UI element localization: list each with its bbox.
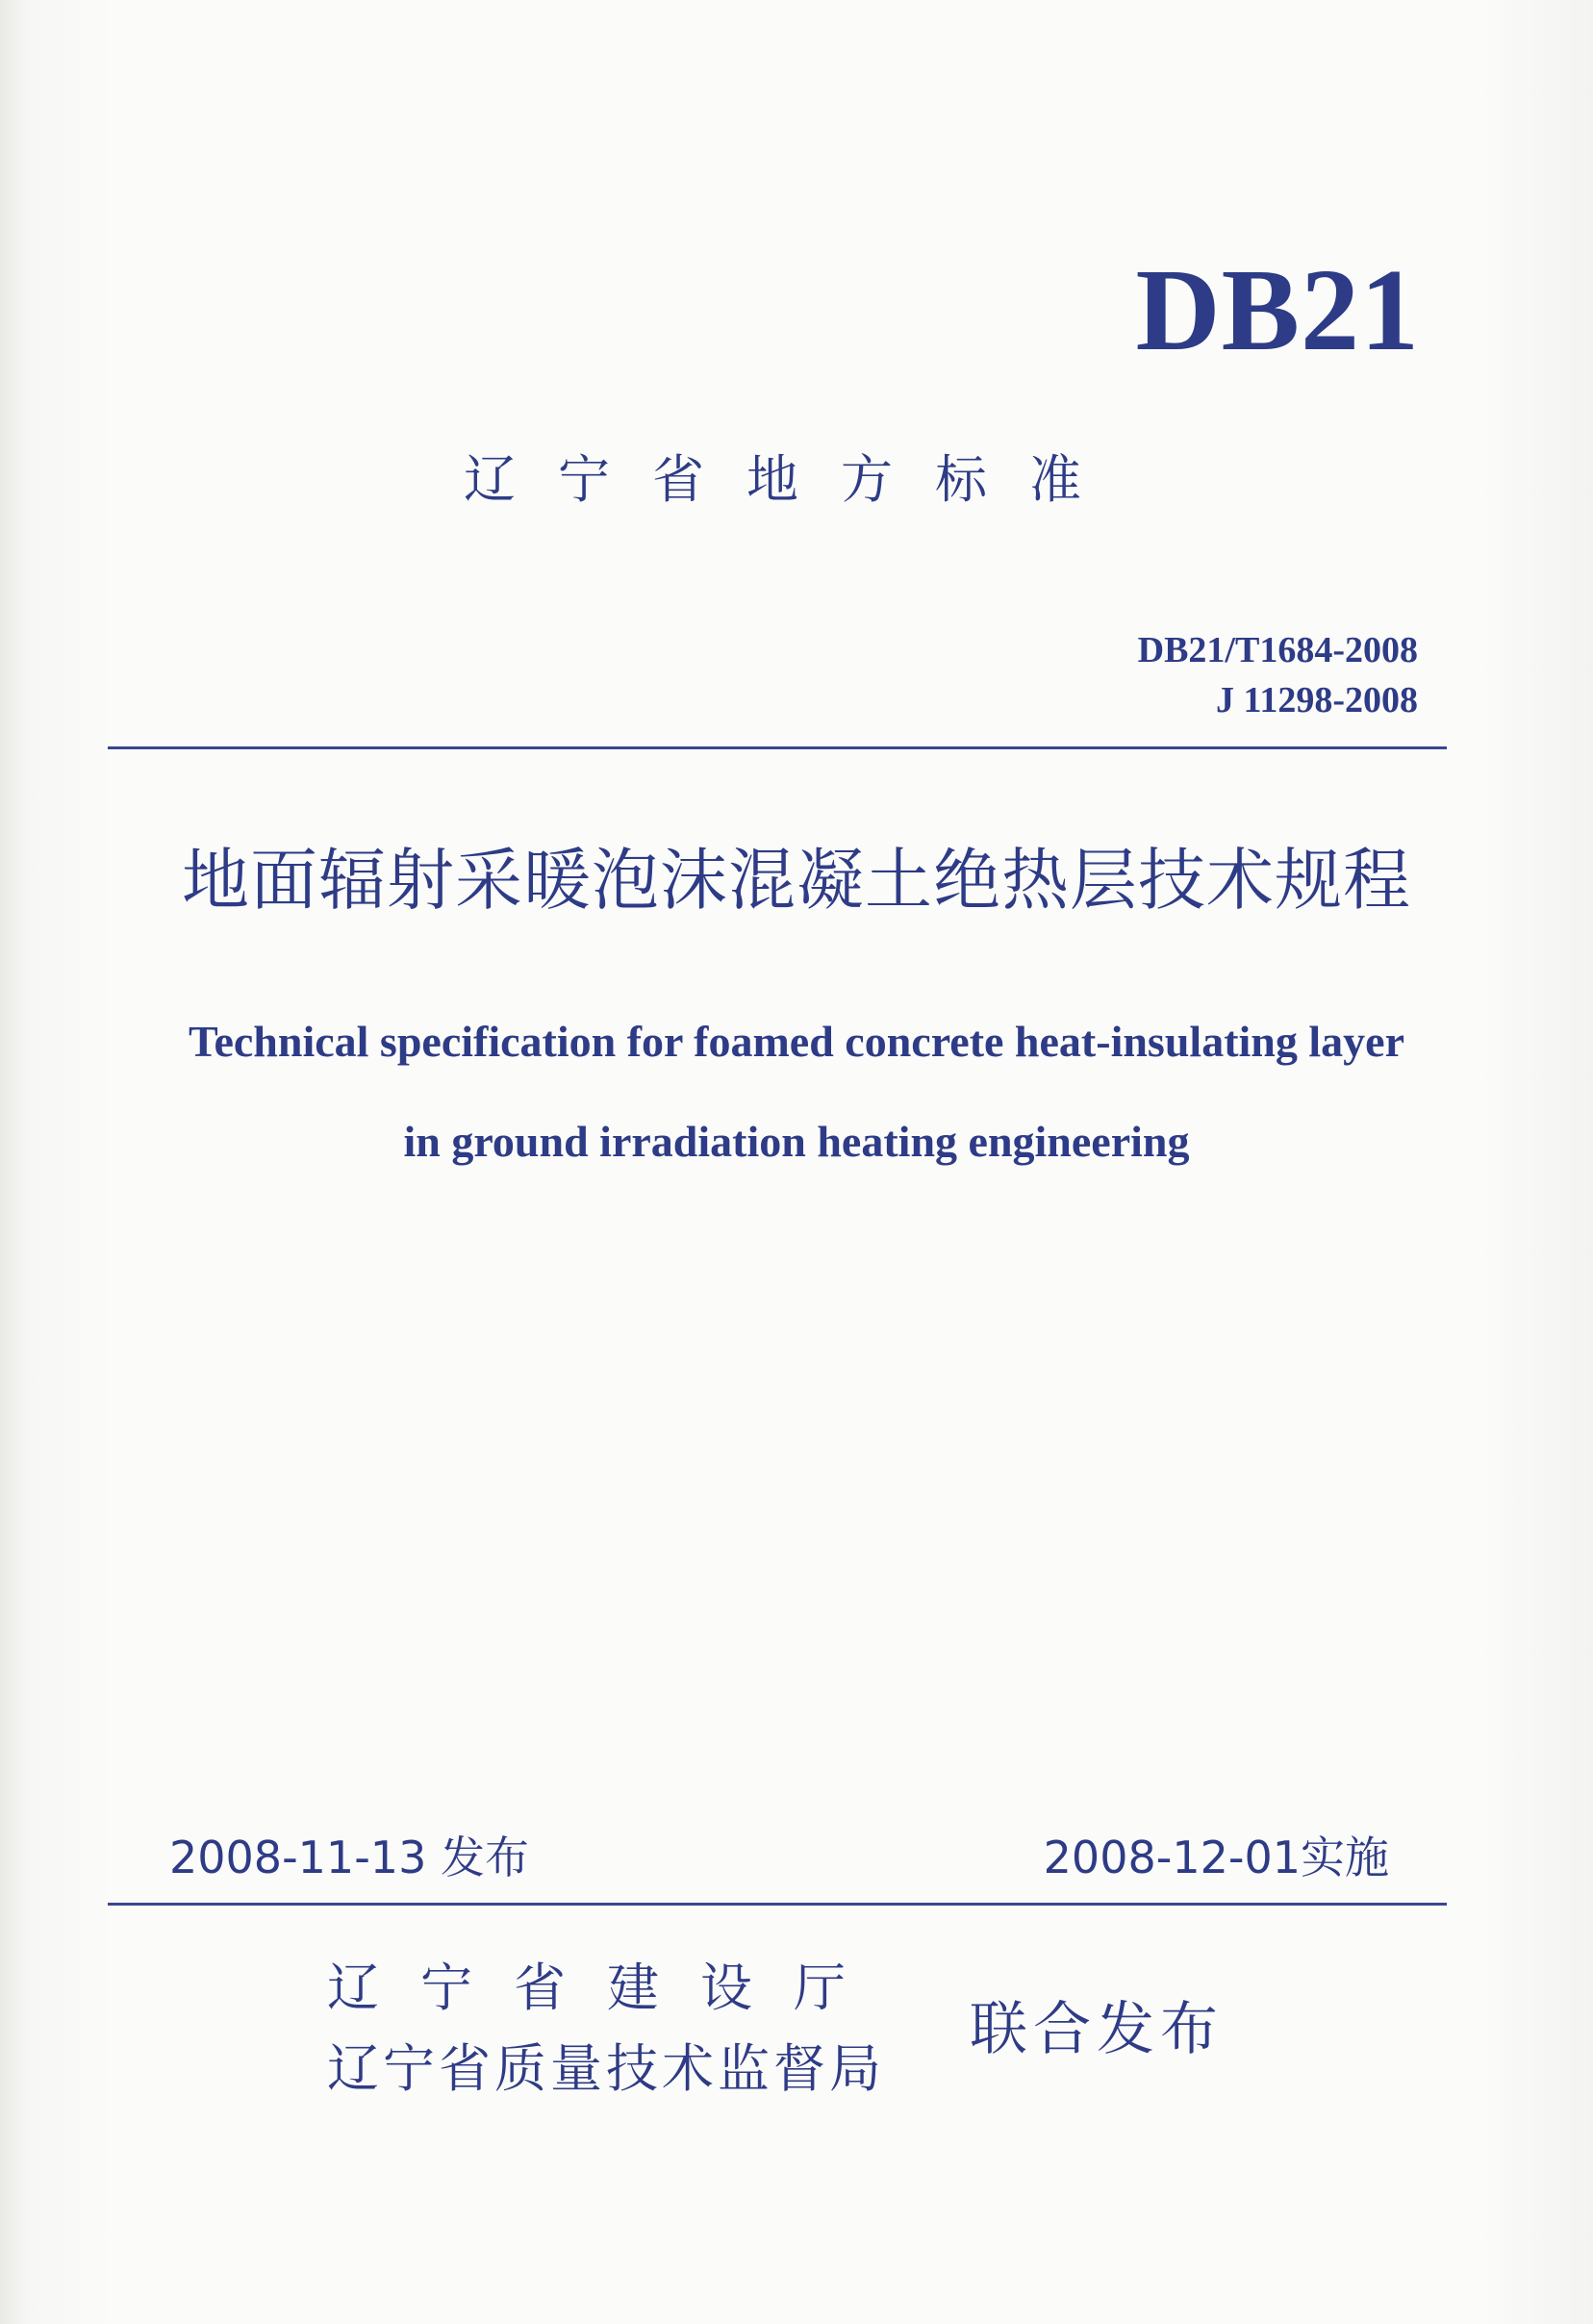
record-number: J 11298-2008 [1215,680,1418,720]
standard-code: DB21 [1135,245,1420,375]
issue-date: 2008-11-13 发布 [169,1831,529,1883]
joint-release-label: 联合发布 [970,1996,1224,2063]
title-english-line2: in ground irradiation heating engineering [403,1117,1190,1166]
standard-number: DB21/T1684-2008 [1137,630,1418,670]
title-english-line1: Technical specification for foamed concrete heat-insulating layer [189,1017,1404,1066]
implementation-date: 2008-12-01实施 [1043,1831,1389,1883]
title-chinese: 地面辐射采暖泡沫混凝土绝热层技术规程 [182,841,1411,920]
issuer-quality-bureau: 辽宁省质量技术监督局 [327,2038,885,2099]
standard-type: 辽宁省地方标准 [464,449,1124,510]
bottom-divider [108,1903,1447,1906]
standard-numbers [1138,625,1418,725]
issuer-construction-dept: 辽宁省建设厅 [327,1958,887,2018]
top-divider [108,746,1447,749]
